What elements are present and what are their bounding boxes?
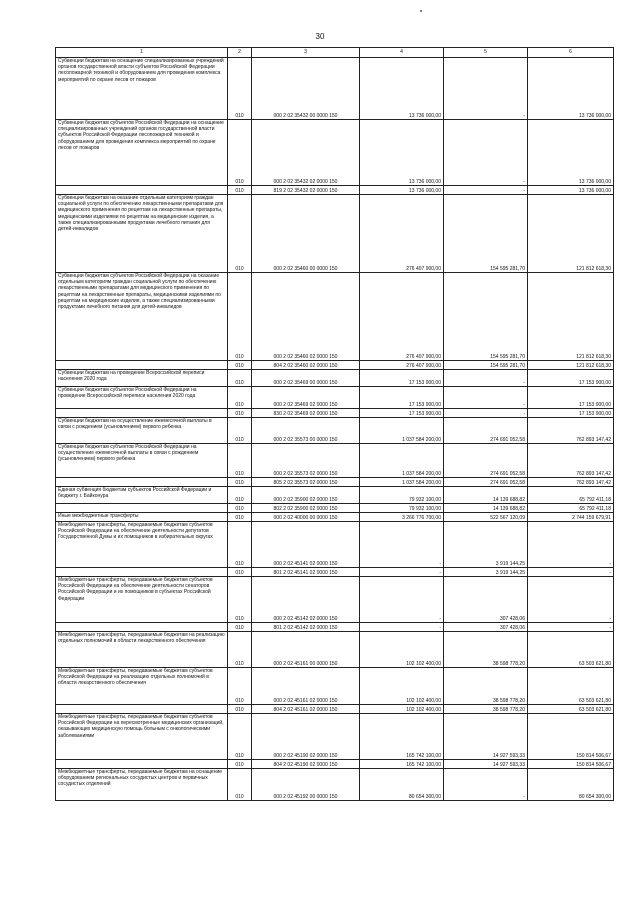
executed-amount: 38 598 778,20 [444,668,528,705]
row-code: 010 [228,522,252,568]
approved-amount: 102 102 400,00 [360,668,444,705]
budget-classification-code: 000 2 02 45142 02 0000 150 [252,577,360,623]
executed-amount: - [444,387,528,409]
row-description: Единая субвенция бюджетам субъектов Российской Федерации и бюджету г. Байконура [56,487,228,504]
budget-classification-code: 000 2 02 35469 00 0000 150 [252,370,360,387]
unexecuted-amount: 2 744 159 679,91 [528,513,614,522]
unexecuted-amount: 17 153 900,00 [528,409,614,418]
approved-amount: 80 654 300,00 [360,769,444,801]
unexecuted-amount: 150 814 506,67 [528,714,614,760]
budget-classification-code: 000 2 02 35460 00 0000 150 [252,195,360,273]
approved-amount: 276 407 900,00 [360,195,444,273]
row-description: Межбюджетные трансферты, передаваемые бюджетам субъектов Российской Федерации на пересмотренные медицинских организаций, оказывающих медицинскую помощь больным с онкологическими заболеваниями [56,714,228,760]
row-code: 010 [228,568,252,577]
table-row [56,632,614,668]
table-row [56,418,614,444]
executed-amount: 274 691 052,58 [444,478,528,487]
column-header: 6 [528,48,614,58]
budget-classification-code: 000 2 02 35460 02 0000 150 [252,273,360,361]
approved-amount: 79 932 100,00 [360,504,444,513]
row-description: Субвенции бюджетам на оснащение специализированных учреждений органов государственной власти субъектов Российской Федерации лесопожарной техникой и оборудованием для проведения комплекса мероприятий по охране лесов от пожаров [56,58,228,120]
executed-amount: 522 567 120,09 [444,513,528,522]
column-number-row [56,48,614,58]
executed-amount: 154 595 281,70 [444,273,528,361]
unexecuted-amount: 121 812 618,30 [528,361,614,370]
budget-classification-code: 000 2 02 35469 02 0000 150 [252,387,360,409]
column-header: 3 [252,48,360,58]
row-code: 010 [228,195,252,273]
unexecuted-amount: 63 503 621,80 [528,705,614,714]
row-description: Субвенции бюджетам на проведение Всероссийской переписи населения 2020 года [56,370,228,387]
budget-classification-code: 819 2 02 35432 02 0000 150 [252,186,360,195]
row-description: Иные межбюджетные трансферты [56,513,228,522]
row-code: 010 [228,623,252,632]
row-code: 010 [228,409,252,418]
table-row [56,478,614,487]
executed-amount: 38 598 778,20 [444,705,528,714]
table-row [56,705,614,714]
executed-amount: 3 919 144,25 [444,522,528,568]
budget-classification-code: 000 2 02 35432 02 0000 150 [252,120,360,186]
row-code: 010 [228,487,252,504]
approved-amount: - [360,568,444,577]
executed-amount: - [444,58,528,120]
table-row [56,120,614,186]
budget-classification-code: 804 2 02 35460 02 0000 150 [252,361,360,370]
row-description: Межбюджетные трансферты, передаваемые бюджетам субъектов Российской Федерации на обеспечение деятельности сенаторов Российской Федерации и их помощников в субъектах Российской Федерации [56,577,228,623]
table-row [56,769,614,801]
row-description: Субвенции бюджетам субъектов Российской Федерации на оказание отдельным категориям граждан социальной услуги по обеспечению лекарственными препаратами для медицинского применения по рецептам на лекарственные препараты, медицинскими изделиями по рецептам на медицинские изделия, а также специализированными продуктами лечебного питания для детей-инвалидов [56,273,228,361]
row-description [56,705,228,714]
table-row [56,760,614,769]
unexecuted-amount: 762 893 147,42 [528,418,614,444]
row-code: 010 [228,58,252,120]
executed-amount: - [444,370,528,387]
budget-classification-code: 805 2 02 35573 02 0000 150 [252,478,360,487]
page-number: 30 [315,32,325,41]
row-code: 010 [228,769,252,801]
budget-classification-code: 801 2 02 45142 02 0000 150 [252,623,360,632]
table-row [56,58,614,120]
column-header: 2 [228,48,252,58]
budget-classification-code: 000 2 02 45161 00 0000 150 [252,632,360,668]
row-description [56,478,228,487]
table-row [56,444,614,478]
unexecuted-amount: 65 792 411,18 [528,504,614,513]
row-code: 010 [228,760,252,769]
executed-amount: 274 691 052,58 [444,444,528,478]
unexecuted-amount: 150 814 506,67 [528,760,614,769]
table-row [56,668,614,705]
executed-amount: 154 595 281,70 [444,195,528,273]
approved-amount: 13 736 000,00 [360,186,444,195]
table-row [56,623,614,632]
budget-classification-code: 804 2 02 45161 02 0000 150 [252,705,360,714]
row-code: 010 [228,361,252,370]
unexecuted-amount: 17 153 900,00 [528,387,614,409]
budget-classification-code: 000 2 02 35900 02 0000 150 [252,487,360,504]
row-description: Межбюджетные трансферты, передаваемые бюджетам на оснащение оборудованием региональных сосудистых центров и первичных сосудистых отделений [56,769,228,801]
budget-classification-code: 000 2 02 45192 00 0000 150 [252,769,360,801]
table-row [56,568,614,577]
row-description: Субвенции бюджетам на осуществление ежемесячной выплаты в связи с рождением (усыновлением) первого ребенка [56,418,228,444]
unexecuted-amount: 762 893 147,42 [528,478,614,487]
approved-amount: 276 407 900,00 [360,273,444,361]
approved-amount: 3 266 776 700,00 [360,513,444,522]
row-description [56,504,228,513]
budget-classification-code: 000 2 02 45190 02 0000 150 [252,714,360,760]
row-code: 010 [228,705,252,714]
unexecuted-amount: 13 736 000,00 [528,186,614,195]
approved-amount: - [360,522,444,568]
executed-amount: - [444,409,528,418]
budget-classification-code: 000 2 02 35573 02 0000 150 [252,444,360,478]
row-code: 010 [228,478,252,487]
unexecuted-amount: - [528,577,614,623]
unexecuted-amount: 80 654 300,00 [528,769,614,801]
budget-classification-code: 000 2 02 40000 00 0000 150 [252,513,360,522]
table-row [56,273,614,361]
approved-amount: 17 153 900,00 [360,387,444,409]
row-code: 010 [228,513,252,522]
table-row [56,487,614,504]
approved-amount: 1 037 584 200,00 [360,418,444,444]
table-row [56,513,614,522]
approved-amount: 276 407 900,00 [360,361,444,370]
unexecuted-amount: 17 153 900,00 [528,370,614,387]
row-description: Субвенции бюджетам на оказание отдельным категориям граждан социальной услуги по обеспечению лекарственными препаратами для медицинского применения по рецептам на лекарственные препараты, медицинскими изделиями по рецептам на медицинские изделия, а также специализированными продуктами лечебного питания для детей-инвалидов [56,195,228,273]
approved-amount: 13 736 000,00 [360,120,444,186]
unexecuted-amount: 65 792 411,18 [528,487,614,504]
approved-amount: 1 037 584 200,00 [360,444,444,478]
budget-classification-code: 000 2 02 45141 02 0000 150 [252,522,360,568]
row-description [56,409,228,418]
approved-amount: 17 153 900,00 [360,409,444,418]
executed-amount: - [444,186,528,195]
table-row [56,522,614,568]
unexecuted-amount: - [528,522,614,568]
row-code: 010 [228,387,252,409]
unexecuted-amount: 63 503 621,80 [528,668,614,705]
unexecuted-amount: 13 736 000,00 [528,120,614,186]
executed-amount: - [444,769,528,801]
table-row [56,714,614,760]
row-description: Межбюджетные трансферты, передаваемые бюджетам на реализацию отдельных полномочий в области лекарственного обеспечения [56,632,228,668]
executed-amount: 307 428,06 [444,623,528,632]
row-description [56,760,228,769]
row-code: 010 [228,504,252,513]
column-header: 1 [56,48,228,58]
row-description: Межбюджетные трансферты, передаваемые бюджетам субъектов Российской Федерации на реализацию отдельных полномочий в области лекарственного обеспечения [56,668,228,705]
table-row [56,387,614,409]
budget-classification-code: 830 2 02 35469 02 0000 150 [252,409,360,418]
row-description: Субвенции бюджетам субъектов Российской Федерации на проведение Всероссийской переписи населения 2020 года [56,387,228,409]
row-code: 010 [228,120,252,186]
column-header: 4 [360,48,444,58]
approved-amount: 165 742 100,00 [360,714,444,760]
table-row [56,409,614,418]
table-row [56,195,614,273]
executed-amount: 274 691 052,58 [444,418,528,444]
unexecuted-amount: 121 812 618,30 [528,273,614,361]
table-body [56,58,614,801]
unexecuted-amount: 762 893 147,42 [528,444,614,478]
row-description: Субвенции бюджетам субъектов Российской Федерации на осуществление ежемесячной выплаты в связи с рождением (усыновлением) первого ребенка [56,444,228,478]
unexecuted-amount: 63 503 621,80 [528,632,614,668]
executed-amount: 307 428,06 [444,577,528,623]
budget-classification-code: 000 2 02 45161 02 0000 150 [252,668,360,705]
row-code: 010 [228,273,252,361]
approved-amount: - [360,577,444,623]
row-code: 010 [228,714,252,760]
approved-amount: 102 102 400,00 [360,632,444,668]
row-description [56,623,228,632]
executed-amount: 38 598 778,20 [444,632,528,668]
executed-amount: 14 139 688,82 [444,487,528,504]
table-row [56,370,614,387]
table-row [56,577,614,623]
approved-amount: 1 037 584 200,00 [360,478,444,487]
executed-amount: - [444,120,528,186]
unexecuted-amount: 121 812 618,30 [528,195,614,273]
unexecuted-amount: - [528,568,614,577]
row-description: Субвенции бюджетам субъектов Российской Федерации на оснащение специализированных учреждений органов государственной власти субъектов Российской Федерации лесопожарной техникой и оборудованием для проведения комплекса мероприятий по охране лесов от пожаров [56,120,228,186]
row-code: 010 [228,418,252,444]
column-header: 5 [444,48,528,58]
table-row [56,504,614,513]
row-code: 010 [228,668,252,705]
row-description: Межбюджетные трансферты, передаваемые бюджетам субъектов Российской Федерации на обеспечение деятельности депутатов Государственной Думы и их помощников в избирательных округах [56,522,228,568]
row-code: 010 [228,577,252,623]
executed-amount: 14 927 593,33 [444,714,528,760]
approved-amount: - [360,623,444,632]
budget-classification-code: 804 2 02 45190 02 0000 150 [252,760,360,769]
executed-amount: 3 919 144,25 [444,568,528,577]
unexecuted-amount: - [528,623,614,632]
approved-amount: 102 102 400,00 [360,705,444,714]
approved-amount: 17 153 900,00 [360,370,444,387]
row-description [56,568,228,577]
budget-table [55,47,614,801]
budget-classification-code: 000 2 02 35432 00 0000 150 [252,58,360,120]
budget-classification-code: 801 2 02 45141 02 0000 150 [252,568,360,577]
row-code: 010 [228,370,252,387]
approved-amount: 165 742 100,00 [360,760,444,769]
row-code: 010 [228,444,252,478]
budget-classification-code: 802 2 02 35900 02 0000 150 [252,504,360,513]
budget-classification-code: 000 2 02 35573 00 0000 150 [252,418,360,444]
row-code: 010 [228,632,252,668]
row-code: 010 [228,186,252,195]
row-description [56,361,228,370]
executed-amount: 14 927 593,33 [444,760,528,769]
unexecuted-amount: 13 736 000,00 [528,58,614,120]
executed-amount: 14 139 688,82 [444,504,528,513]
approved-amount: 79 932 100,00 [360,487,444,504]
scan-speck [420,10,422,12]
approved-amount: 13 736 000,00 [360,58,444,120]
row-description [56,186,228,195]
executed-amount: 154 595 281,70 [444,361,528,370]
table-row [56,186,614,195]
table-row [56,361,614,370]
